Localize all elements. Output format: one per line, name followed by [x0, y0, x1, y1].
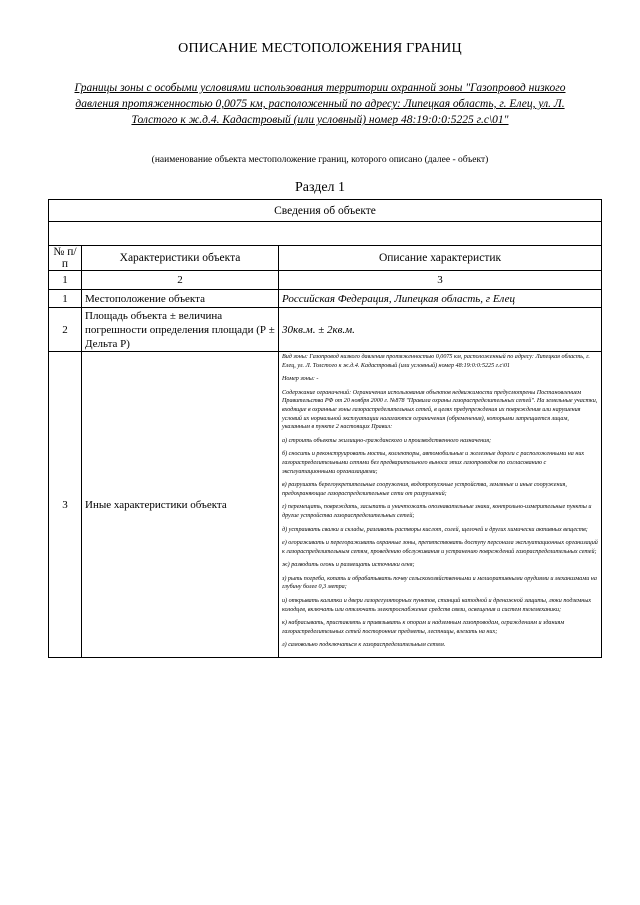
- row-num: 1: [49, 290, 82, 308]
- header-description: Описание характеристик: [279, 246, 602, 271]
- description-paragraph: к) набрасывать, приставлять и привязывать к опорам и надземным газопроводам, ограждениям и зданиям газораспределительных сетей посторонние предметы, лестницы, влезать на них;: [282, 620, 565, 635]
- description-paragraph: Номер зоны: -: [282, 376, 319, 383]
- object-info-table: [48, 199, 602, 658]
- column-number: 2: [82, 271, 279, 290]
- description-paragraph: Содержание ограничений: Ограничения использования объектов недвижимости предусмотрены Постановлением Правительства РФ от 20 ноября 2000 г. №878 "Правила охраны газораспределительных сетей". На земельные участки, входящие в охранные зоны газораспределительных сетей, в целях предупреждения их повреждения или нарушения условий их нормальной эксплуатации налагаются ограничения (обременения), которыми запрещается лицам, указанным в пункте 2 настоящих Правил:: [282, 389, 598, 431]
- row-description: [279, 352, 602, 658]
- description-paragraph: л) самовольно подключаться к газораспределительным сетям.: [282, 642, 446, 649]
- table-header-row: [49, 246, 602, 271]
- page-title: ОПИСАНИЕ МЕСТОПОЛОЖЕНИЯ ГРАНИЦ: [178, 41, 462, 56]
- object-caption: (наименование объекта местоположение границ, которого описано (далее - объект): [151, 155, 489, 165]
- header-num: № п/п: [49, 246, 82, 271]
- description-paragraph: г) перемещать, повреждать, засыпать и уничтожать опознавательные знаки, контрольно-измерительные пункты и другие устройства газораспределительных сетей;: [282, 504, 592, 519]
- column-number: 3: [279, 271, 602, 290]
- description-paragraph: е) огораживать и перегораживать охранные зоны, препятствовать доступу персонала эксплуатационных организаций к газораспределительным сетям, проведению обслуживания и устранению повреждений газораспределительных сетей;: [282, 540, 598, 555]
- column-numbers-row: [49, 271, 602, 290]
- column-number: 1: [49, 271, 82, 290]
- description-paragraph: Вид зоны: Газопровод низкого давления протяженностью 0,0075 км, расположенный по адресу: Липецкая область, г. Елец, ул. Л. Толстого к ж.д.4. Кадастровый (или условный) номер 48:19:0:0:5225 г.с\01: [282, 354, 590, 369]
- section-title: Раздел 1: [294, 180, 346, 195]
- row-num: 3: [49, 352, 82, 658]
- row-value: Российская Федерация, Липецкая область, г Елец: [279, 290, 602, 308]
- table-row: [49, 352, 602, 658]
- table-row: [49, 308, 602, 352]
- row-num: 2: [49, 308, 82, 352]
- description-paragraph: б) сносить и реконструировать мосты, коллекторы, автомобильные и железные дороги с расположенными на них газораспределительными сетями без предварительного выноса этих газопроводов по согласованию с эксплуатационными организациями;: [282, 451, 585, 475]
- table-row: [49, 290, 602, 308]
- row-value: 30кв.м. ± 2кв.м.: [279, 308, 602, 352]
- description-paragraph: д) устраивать свалки и склады, разливать растворы кислот, солей, щелочей и других химически активных веществ;: [282, 526, 588, 533]
- header-characteristic: Характеристики объекта: [82, 246, 279, 271]
- row-characteristic: Площадь объекта ± величина погрешности определения площади (Р ± Дельта Р): [82, 308, 279, 352]
- description-paragraph: а) строить объекты жилищно-гражданского и производственного назначения;: [282, 437, 492, 444]
- table-spacer: [49, 222, 602, 246]
- zone-name: Границы зоны с особыми условиями использования территории охранной зоны "Газопровод низкого давления протяженностью 0,0075 км, расположенный по адресу: Липецкая область, г. Елец, ул. Л. Толстого к ж.д.4. Кадастровый (или условный) номер 48:19:0:0:5225 г.с\01": [74, 82, 566, 126]
- row-characteristic: Местоположение объекта: [82, 290, 279, 308]
- description-paragraph: в) разрушать берегоукрепительные сооружения, водопропускные устройства, земляные и иные сооружения, предохраняющие газораспределительные сети от разрушений;: [282, 482, 567, 497]
- row-characteristic: Иные характеристики объекта: [82, 352, 279, 658]
- description-paragraph: и) открывать калитки и двери газорегуляторных пунктов, станций катодной и дренажной защиты, люки подземных колодцев, включать или отключать электроснабжение средств связи, освещения и систем телемеханики;: [282, 598, 592, 613]
- table-caption: Сведения об объекте: [49, 200, 602, 222]
- description-paragraph: ж) разводить огонь и размещать источники огня;: [282, 562, 415, 569]
- description-paragraph: з) рыть погреба, копать и обрабатывать почву сельскохозяйственными и мелиоративными орудиями и механизмами на глубину более 0,3 метра;: [282, 575, 597, 591]
